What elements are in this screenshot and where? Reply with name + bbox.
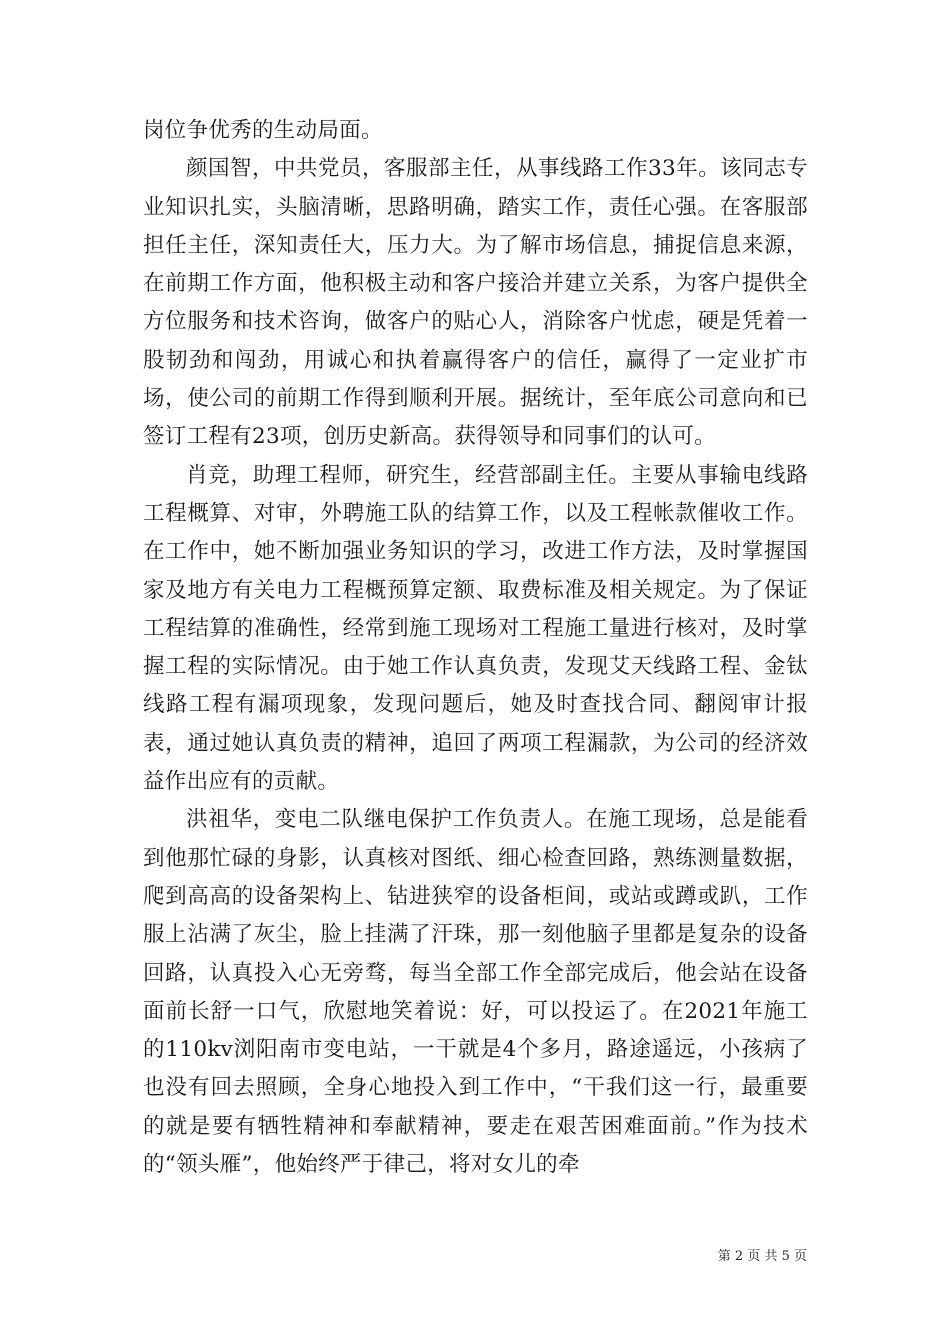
page-number-footer: 第 2 页 共 5 页 [717,1249,807,1264]
document-body [143,112,808,1184]
paragraph-hong-zuhua: 洪祖华，变电二队继电保护工作负责人。在施工现场，总是能看到他那忙碌的身影，认真核对图纸、细心检查回路，熟练测量数据，爬到高高的设备架构上、钻进狭窄的设备柜间，或站或蹲或趴，工作服上沾满了灰尘，脸上挂满了汗珠，那一刻他脑子里都是复杂的设备回路，认真投入心无旁骛，每当全部工作全部完成后，他会站在设备面前长舒一口气，欣慰地笑着说：好，可以投运了。在2021年施工的110kv浏阳南市变电站，一干就是4个多月，路途遥远，小孩病了也没有回去照顾，全身心地投入到工作中，“干我们这一行，最重要的就是要有牺牲精神和奉献精神，要走在艰苦困难面前。”作为技术的“领头雁”，他始终严于律己，将对女儿的牵 [143,807,808,1178]
paragraph-xiao-jing: 肖竞，助理工程师，研究生，经营部副主任。主要从事输电线路工程概算、对审，外聘施工队的结算工作，以及工程帐款催收工作。在工作中，她不断加强业务知识的学习，改进工作方法，及时掌握国家及地方有关电力工程概预算定额、取费标准及相关规定。为了保证工程结算的准确性，经常到施工现场对工程施工量进行核对，及时掌握工程的实际情况。由于她工作认真负责，发现艾天线路工程、金钛线路工程有漏项现象，发现问题后，她及时查找合同、翻阅审计报表，通过她认真负责的精神，追回了两项工程漏款，为公司的经济效益作出应有的贡献。 [143,462,808,795]
paragraph-yan-guozhi: 颜国智，中共党员，客服部主任，从事线路工作33年。该同志专业知识扎实，头脑清晰，思路明确，踏实工作，责任心强。在客服部担任主任，深知责任大，压力大。为了解市场信息，捕捉信息来源，在前期工作方面，他积极主动和客户接洽并建立关系，为客户提供全方位服务和技术咨询，做客户的贴心人，消除客户忧虑，硬是凭着一股韧劲和闯劲，用诚心和执着赢得客户的信任，赢得了一定业扩市场，使公司的前期工作得到顺利开展。据统计，至年底公司意向和已签订工程有23项，创历史新高。获得领导和同事们的认可。 [143,156,808,450]
paragraph-continuation: 岗位争优秀的生动局面。 [143,118,383,143]
